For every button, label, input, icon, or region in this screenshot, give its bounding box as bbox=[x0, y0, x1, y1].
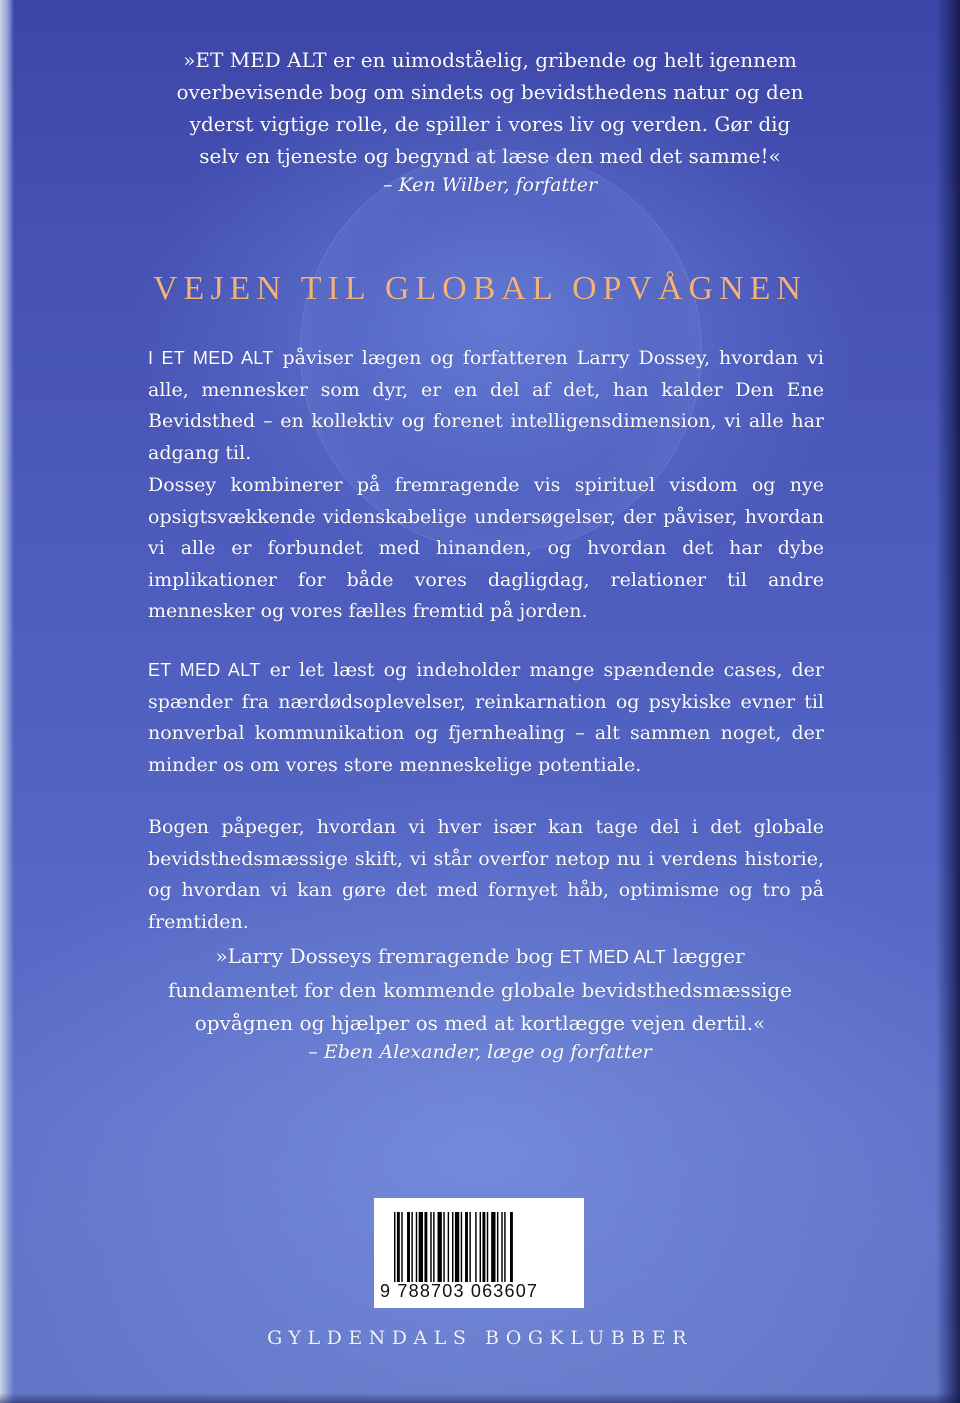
spine-shadow bbox=[936, 0, 960, 1403]
barcode-bar bbox=[455, 1212, 459, 1282]
top-quote: »ET MED ALT er en uimodståelig, gribende og helt igennem overbevisende bog om sindets og bevidsthedens natur og den yderst vigtige rolle, de spiller i vores liv og verden. Gør dig selv en tjeneste og begynd at læse den med det samme!« bbox=[176, 48, 804, 168]
barcode-bar bbox=[480, 1212, 481, 1282]
book-title-inline: I ET MED ALT bbox=[148, 348, 274, 368]
barcode-bar bbox=[487, 1212, 488, 1282]
barcode-bar bbox=[430, 1212, 431, 1282]
barcode-bar bbox=[424, 1212, 427, 1282]
section-heading: VEJEN TIL GLOBAL OPVÅGNEN bbox=[153, 270, 807, 307]
left-edge-shadow bbox=[0, 0, 14, 1403]
paragraph-1-text: påviser lægen og forfatteren Larry Dossey, hvordan vi alle, mennesker som dyr, er en del af det, han kalder Den Ene Bevidsthed – en kollektiv og forenet intelligensdimension, vi alle har adgang til. bbox=[148, 347, 824, 464]
bottom-edge-shadow bbox=[0, 1393, 960, 1403]
barcode-bar bbox=[433, 1212, 434, 1282]
barcode-bars bbox=[394, 1212, 572, 1282]
barcode-bar bbox=[461, 1212, 462, 1282]
barcode-bar bbox=[448, 1212, 449, 1282]
barcode-bar bbox=[469, 1212, 470, 1282]
paragraph-4: Bogen påpeger, hvordan vi hver især kan tage del i det globale bevidsthedsmæssige skift, vi står overfor netop nu i verdens historie, og hvordan vi kan gøre det med fornyet håb, optimisme og tro på fremtiden. bbox=[148, 816, 824, 933]
barcode-bar bbox=[394, 1212, 395, 1282]
paragraph-3 bbox=[148, 655, 824, 781]
barcode-bar bbox=[497, 1212, 498, 1282]
barcode-bar bbox=[397, 1212, 400, 1282]
book-title-inline: ET MED ALT bbox=[148, 660, 261, 680]
barcode-bar bbox=[491, 1212, 495, 1282]
isbn-number: 9 788703 063607 bbox=[380, 1281, 539, 1301]
paragraph-2: Dossey kombinerer på fremragende vis spirituel visdom og nye opsigtsvækkende videnskabelige undersøgelser, der påviser, hvordan vi alle er forbundet med hinanden, og hvordan det har dybe implikationer for både vores dagligdag, relationer til andre mennesker og vores fælles fremtid på jorden. bbox=[148, 474, 824, 622]
barcode-bar bbox=[501, 1212, 502, 1282]
barcode-bar bbox=[416, 1212, 417, 1282]
barcode-bar bbox=[438, 1212, 442, 1282]
publisher-name: GYLDENDALS BOGKLUBBER bbox=[267, 1327, 693, 1349]
barcode-bar bbox=[411, 1212, 412, 1282]
barcode-bar bbox=[504, 1212, 505, 1282]
barcode-bar bbox=[510, 1212, 513, 1282]
bottom-quote bbox=[160, 940, 800, 1040]
paragraph-1 bbox=[148, 343, 824, 469]
barcode-bar bbox=[419, 1212, 423, 1282]
top-quote-attribution: – Ken Wilber, forfatter bbox=[382, 174, 598, 196]
barcode-bar bbox=[452, 1212, 453, 1282]
barcode-bar bbox=[465, 1212, 468, 1282]
barcode-bar bbox=[475, 1212, 476, 1282]
paragraph-3-text: er let læst og indeholder mange spændende cases, der spænder fra nærdødsoplevelser, reinkarnation og psykiske evner til nonverbal kommunikation og fjernhealing – alt sammen noget, der minder os om vores store menneskelige potentiale. bbox=[148, 659, 824, 776]
bottom-quote-attribution: – Eben Alexander, læge og forfatter bbox=[308, 1041, 652, 1063]
barcode-bar bbox=[443, 1212, 444, 1282]
barcode bbox=[374, 1198, 584, 1308]
bottom-quote-end: lægger fundamentet for den kommende globale bevidsthedsmæssige opvågnen og hjælper os med at kortlægge vejen dertil.« bbox=[168, 944, 792, 1035]
book-title-inline: ET MED ALT bbox=[559, 947, 667, 967]
barcode-bar bbox=[407, 1212, 410, 1282]
barcode-bar bbox=[482, 1212, 485, 1282]
barcode-bar bbox=[401, 1212, 402, 1282]
bottom-quote-start: »Larry Dosseys fremragende bog bbox=[215, 944, 560, 968]
